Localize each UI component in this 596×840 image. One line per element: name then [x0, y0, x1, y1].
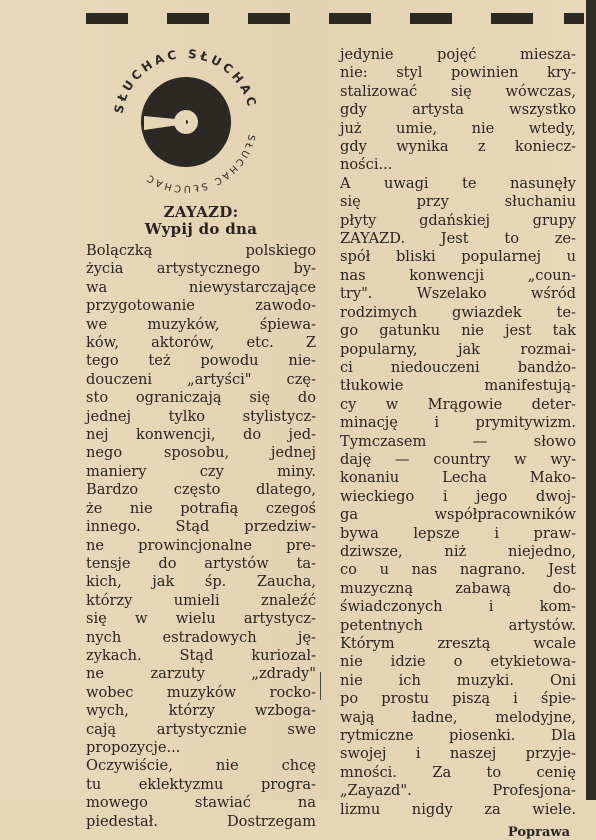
article-paragraph: Oczywiście, nie chcę tu eklektyzmu progra- mowego stawiać na piedestał. Dostrzegam [86, 757, 316, 830]
column-divider [320, 672, 321, 700]
article-subtitle: Wypij do dna [144, 220, 258, 238]
article-paragraph: Bolączką polskiego życia artystycznego by- wa niewystarczające przygotowanie zawodo- we muzyków, śpiewa- ków, aktorów, etc. Z tego też powodu nie- douczeni „artyści" czę- sto ograniczają się do jednej tylko stylistycz- nej konwencji, do jed- nego sposobu, jednej maniery czy miny. Bardzo często dlatego, że nie potrafią czegoś innego. Stąd przedziw- ne prowincjonalne pre- tensje do artystów ta- kich, jak śp. Zaucha, którzy umieli znaleźć się w wielu artystycz- nych estradowych ję- zykach. Stąd kuriozal- ne zarzuty „zdrady" wobec muzyków rocko- wych, którzy wzboga- cają artystycznie swe propozycje... [86, 242, 316, 756]
dash [491, 13, 533, 24]
dash [248, 13, 290, 24]
article-title: ZAYAZD: [163, 203, 239, 221]
article-column-left [86, 204, 316, 831]
dash [86, 13, 128, 24]
article-column-right [340, 46, 576, 840]
dash [564, 13, 584, 24]
author-signature: Poprawa [507, 825, 570, 840]
dash [410, 13, 452, 24]
article-paragraph: Tymczasem — słowo daję — country w wy- konaniu Lecha Mako- wieckiego i jego dwoj- ga współpracowników bywa lepsze i praw- dziwsze, niż niejedno, co u nas nagrano. Jest muzyczną zabawą do- świadczonych i kom- petentnych artystów. Którym zresztą wcale nie idzie o etykietowa- nie ich muzyki. Oni po prostu piszą i śpie- wają ładne, melodyjne, rytmiczne piosenki. Dla swojej i naszej przyje- mności. Za to cenię „Zayazd". Profesjona- lizmu nigdy za wiele. [340, 432, 576, 818]
dash [329, 13, 371, 24]
dash [167, 13, 209, 24]
scan-edge [586, 0, 596, 800]
article-paragraph: jedynie pojęć miesza- nie: styl powinien kry- stalizować się wówczas, gdy artysta wszystko już umie, nie wtedy, gdy wynika z koniecz- ności... [340, 46, 576, 174]
record-logo-icon [102, 42, 270, 202]
article-paragraph: A uwagi te nasunęły się przy słuchaniu płyty gdańskiej grupy ZAYAZD. Jest to ze- spół bliski popularnej u nas konwencji „coun- try". Wszelako wśród rodzimych gwiazdek te- go gatunku nie jest tak popularny, jak rozmai- ci niedouczeni bandżo- tłukowie manifestują- cy w Mrągowie deter- minację i prymitywizm. [340, 174, 576, 432]
logo-label-top: SŁUCHAC SŁUCHAC [111, 46, 260, 115]
logo-label-bottom: SŁUCHAC SŁUCHAC [143, 133, 257, 195]
top-dash-rule [86, 13, 584, 25]
